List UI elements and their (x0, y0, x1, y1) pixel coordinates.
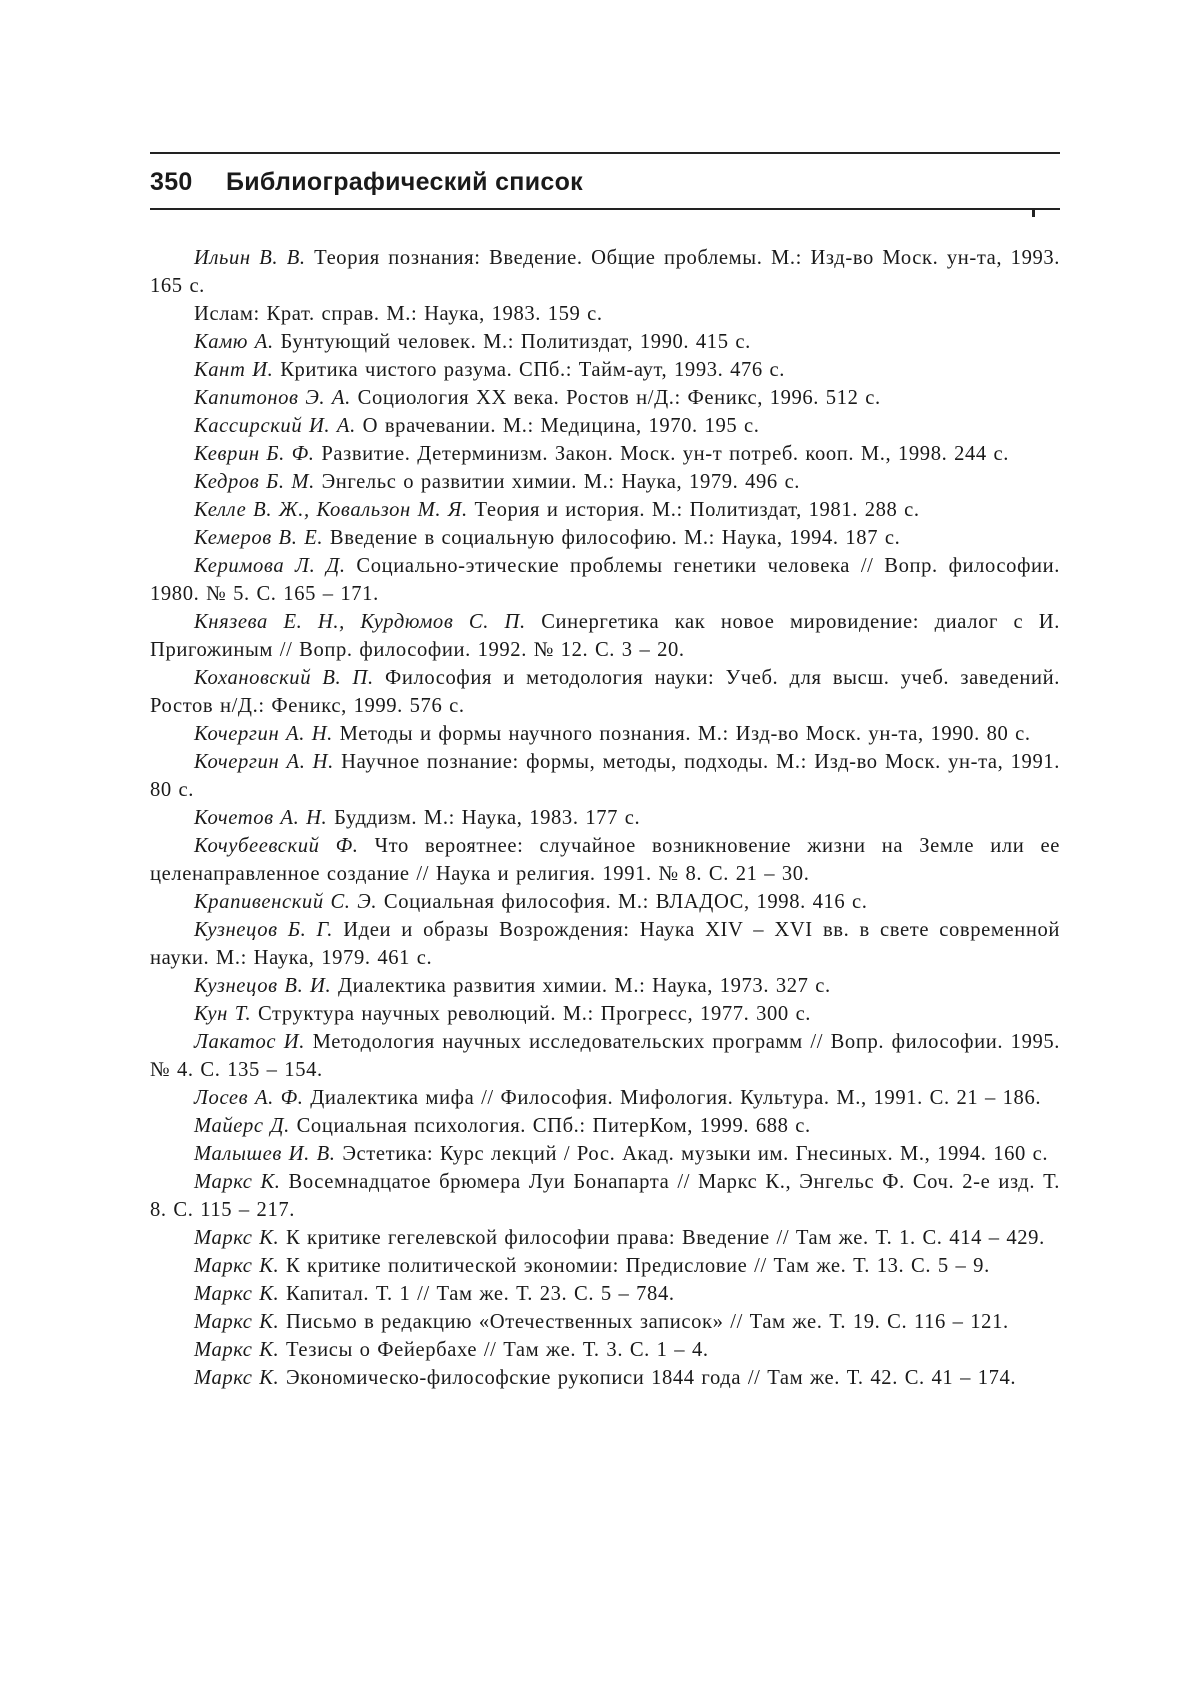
entry-text: Социально-этические проблемы генетики человека // Вопр. философии. 1980. № 5. С. 165 – 171. (150, 555, 1061, 605)
entry-author: Маркс К. (194, 1339, 280, 1361)
entry-text: Научное познание: формы, методы, подходы. М.: Изд-во Моск. ун-та, 1991. 80 с. (150, 751, 1060, 801)
bibliography-entry (150, 1112, 1060, 1140)
entry-author: Маркс К. (194, 1311, 280, 1333)
entry-author: Кузнецов В. И. (194, 975, 332, 997)
entry-author: Камю А. (194, 331, 274, 353)
entry-author: Кочубеевский Ф. (194, 835, 359, 857)
entry-text: Структура научных революций. М.: Прогресс, 1977. 300 с. (257, 1003, 812, 1025)
entry-author: Кун Т. (194, 1003, 252, 1025)
entry-text: Капитал. Т. 1 // Там же. Т. 23. С. 5 – 784. (285, 1283, 675, 1305)
entry-text: Что вероятнее: случайное возникновение жизни на Земле или ее целенаправленное создание // Наука и религия. 1991. № 8. С. 21 – 30. (150, 835, 1060, 885)
entry-author: Керимова Л. Д. (194, 555, 346, 577)
entry-author: Кассирский И. А. (194, 415, 356, 437)
bibliography-entry (150, 888, 1060, 916)
entry-text: Введение в социальную философию. М.: Наука, 1994. 187 с. (329, 527, 901, 549)
bibliography-entry (150, 1364, 1060, 1392)
entry-author: Кемеров В. Е. (194, 527, 324, 549)
entry-text: Методология научных исследовательских программ // Вопр. философии. 1995. № 4. С. 135 – 154. (150, 1031, 1061, 1081)
entry-text: Диалектика развития химии. М.: Наука, 1973. 327 с. (338, 975, 831, 997)
bibliography-entry (150, 832, 1060, 888)
entry-author: Кеврин Б. Ф. (194, 443, 315, 465)
entry-text: Синергетика как новое мировидение: диалог с И. Пригожиным // Вопр. философии. 1992. № 12. С. 3 – 20. (150, 611, 1060, 661)
bibliography-entry (150, 440, 1060, 468)
bibliography-entry (150, 468, 1060, 496)
entry-text: Диалектика мифа // Философия. Мифология. Культура. М., 1991. С. 21 – 186. (310, 1087, 1042, 1109)
bibliography-entry (150, 1252, 1060, 1280)
bibliography-entry (150, 1168, 1060, 1224)
entry-author: Маркс К. (194, 1283, 280, 1305)
entry-text: Экономическо-философские рукописи 1844 года // Там же. Т. 42. С. 41 – 174. (285, 1367, 1017, 1389)
entry-text: Эстетика: Курс лекций / Рос. Акад. музыки им. Гнесиных. М., 1994. 160 с. (342, 1143, 1049, 1165)
bibliography-entry (150, 1028, 1060, 1084)
bibliography-entry (150, 1308, 1060, 1336)
entry-author: Келле В. Ж., Ковальзон М. Я. (194, 499, 468, 521)
entry-author: Лосев А. Ф. (194, 1087, 304, 1109)
bibliography-entry (150, 412, 1060, 440)
bibliography-entry (150, 664, 1060, 720)
bibliography-entry (150, 608, 1060, 664)
entry-text: Развитие. Детерминизм. Закон. Моск. ун-т потреб. кооп. М., 1998. 244 с. (321, 443, 1010, 465)
entry-text: О врачевании. М.: Медицина, 1970. 195 с. (362, 415, 760, 437)
entry-author: Кант И. (194, 359, 274, 381)
bibliography-entry (150, 748, 1060, 804)
entry-text: Критика чистого разума. СПб.: Тайм-аут, 1993. 476 с. (280, 359, 786, 381)
bibliography-entry (150, 720, 1060, 748)
entry-author: Капитонов Э. А. (194, 387, 351, 409)
entry-author: Лакатос И. (194, 1031, 305, 1053)
bibliography-entry (150, 1000, 1060, 1028)
entry-text: Энгельс о развитии химии. М.: Наука, 1979. 496 с. (321, 471, 801, 493)
entry-text: Социальная психология. СПб.: ПитерКом, 1999. 688 с. (296, 1115, 811, 1137)
bibliography-entry (150, 1224, 1060, 1252)
bibliography-entry (150, 916, 1060, 972)
bibliography-list (150, 244, 1060, 1392)
bibliography-entry (150, 1280, 1060, 1308)
entry-author: Майерс Д. (194, 1115, 290, 1137)
entry-text: Письмо в редакцию «Отечественных записок» // Там же. Т. 19. С. 116 – 121. (285, 1311, 1009, 1333)
bibliography-entry (150, 356, 1060, 384)
bibliography-entry (150, 328, 1060, 356)
entry-author: Кочергин А. Н. (194, 751, 334, 773)
entry-author: Кочетов А. Н. (194, 807, 328, 829)
entry-text: К критике политической экономии: Предисловие // Там же. Т. 13. С. 5 – 9. (285, 1255, 990, 1277)
bibliography-entry (150, 244, 1060, 300)
entry-text: Теория и история. М.: Политиздат, 1981. 288 с. (474, 499, 920, 521)
entry-text: Идеи и образы Возрождения: Наука XIV – XVI вв. в свете современной науки. М.: Наука, 1979. 461 с. (150, 919, 1060, 969)
entry-author: Маркс К. (194, 1171, 281, 1193)
entry-text: Ислам: Крат. справ. М.: Наука, 1983. 159 с. (194, 303, 603, 325)
entry-author: Князева Е. Н., Курдюмов С. П. (194, 611, 526, 633)
bibliography-entry (150, 524, 1060, 552)
entry-text: Восемнадцатое брюмера Луи Бонапарта // Маркс К., Энгельс Ф. Соч. 2-е изд. Т. 8. С. 115 – 217. (150, 1171, 1061, 1221)
running-header (150, 160, 1060, 204)
entry-text: Тезисы о Фейербахе // Там же. Т. 3. С. 1 – 4. (285, 1339, 709, 1361)
bibliography-entry (150, 972, 1060, 1000)
entry-text: Бунтующий человек. М.: Политиздат, 1990. 415 с. (280, 331, 751, 353)
page-number: 350 (150, 167, 193, 196)
entry-author: Ильин В. В. (194, 247, 306, 269)
entry-text: Буддизм. М.: Наука, 1983. 177 с. (334, 807, 641, 829)
entry-author: Маркс К. (194, 1227, 280, 1249)
bibliography-entry (150, 1336, 1060, 1364)
entry-author: Крапивенский С. Э. (194, 891, 378, 913)
bibliography-entry (150, 1084, 1060, 1112)
entry-author: Кедров Б. М. (194, 471, 315, 493)
entry-text: Социология XX века. Ростов н/Д.: Феникс, 1996. 512 с. (357, 387, 881, 409)
bibliography-entry (150, 384, 1060, 412)
entry-text: Теория познания: Введение. Общие проблемы. М.: Изд-во Моск. ун-та, 1993. 165 с. (150, 247, 1061, 297)
entry-text: К критике гегелевской философии права: Введение // Там же. Т. 1. С. 414 – 429. (285, 1227, 1045, 1249)
bibliography-entry (150, 1140, 1060, 1168)
entry-author: Кузнецов Б. Г. (194, 919, 334, 941)
header-rule-mark (1032, 208, 1035, 217)
entry-author: Маркс К. (194, 1255, 280, 1277)
entry-text: Социальная философия. М.: ВЛАДОС, 1998. 416 с. (383, 891, 868, 913)
header-rule-top (150, 152, 1060, 154)
entry-author: Малышев И. В. (194, 1143, 336, 1165)
entry-author: Маркс К. (194, 1367, 280, 1389)
bibliography-entry (150, 300, 1060, 328)
entry-author: Кочергин А. Н. (194, 723, 333, 745)
entry-text: Философия и методология науки: Учеб. для высш. учеб. заведений. Ростов н/Д.: Феникс, 1999. 576 с. (150, 667, 1061, 717)
bibliography-entry (150, 496, 1060, 524)
entry-author: Кохановский В. П. (194, 667, 374, 689)
section-title: Библиографический список (226, 167, 583, 196)
header-rule-bottom (150, 208, 1060, 210)
bibliography-entry (150, 552, 1060, 608)
entry-text: Методы и формы научного познания. М.: Изд-во Моск. ун-та, 1990. 80 с. (339, 723, 1031, 745)
bibliography-entry (150, 804, 1060, 832)
